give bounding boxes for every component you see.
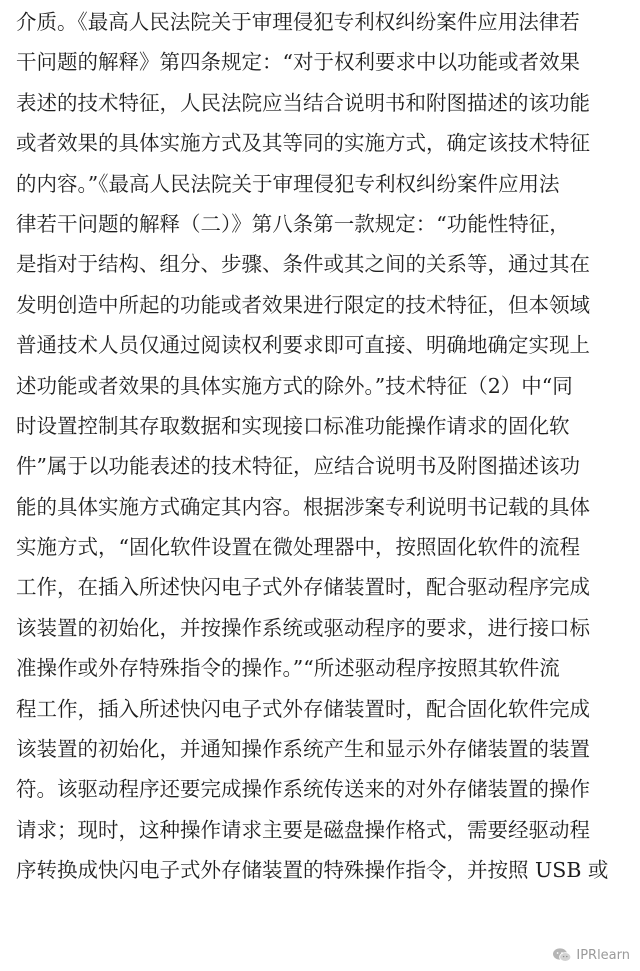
text-line: 件”属于以功能表述的技术特征，应结合说明书及附图描述该功	[16, 454, 580, 479]
text-line: 能的具体实施方式确定其内容。根据涉案专利说明书记载的具体	[16, 494, 590, 519]
text-line: 律若干问题的解释（二）》第八条第一款规定：“功能性特征，	[16, 211, 570, 236]
wechat-icon	[552, 947, 572, 963]
text-line: 该装置的初始化，并按操作系统或驱动程序的要求，进行接口标	[16, 615, 590, 640]
text-line: 述功能或者效果的具体实施方式的除外。”技术特征（2）中“同	[16, 373, 573, 398]
text-line: 准操作或外存特殊指令的操作。”“所述驱动程序按照其软件流	[16, 656, 560, 681]
watermark	[552, 947, 630, 963]
text-line: 发明创造中所起的功能或者效果进行限定的技术特征，但本领域	[16, 292, 590, 317]
text-line: 干问题的解释》第四条规定：“对于权利要求中以功能或者效果	[16, 50, 580, 75]
text-line: 序转换成快闪电子式外存储装置的特殊操作指令，并按照 USB 或	[16, 858, 609, 883]
text-line: 或者效果的具体实施方式及其等同的实施方式，确定该技术特征	[16, 131, 590, 156]
text-line: 是指对于结构、组分、步骤、条件或其之间的关系等，通过其在	[16, 252, 590, 277]
text-line: 介质。《最高人民法院关于审理侵犯专利权纠纷案件应用法律若	[16, 10, 580, 34]
watermark-text: IPRlearn	[576, 947, 630, 963]
text-line: 符。该驱动程序还要完成操作系统传送来的对外存储装置的操作	[16, 777, 590, 802]
text-line: 时设置控制其存取数据和实现接口标准功能操作请求的固化软	[16, 413, 570, 438]
text-line: 普通技术人员仅通过阅读权利要求即可直接、明确地确定实现上	[16, 333, 590, 358]
text-line: 表述的技术特征，人民法院应当结合说明书和附图描述的该功能	[16, 90, 590, 115]
body-text	[16, 2, 626, 891]
text-line: 请求；现时，这种操作请求主要是磁盘操作格式，需要经驱动程	[16, 817, 590, 842]
text-line: 实施方式，“固化软件设置在微处理器中，按照固化软件的流程	[16, 535, 580, 560]
text-line: 该装置的初始化，并通知操作系统产生和显示外存储装置的装置	[16, 737, 590, 762]
text-line: 程工作，插入所述快闪电子式外存储装置时，配合固化软件完成	[16, 696, 590, 721]
text-line: 工作，在插入所述快闪电子式外存储装置时，配合驱动程序完成	[16, 575, 590, 600]
text-line: 的内容。”《最高人民法院关于审理侵犯专利权纠纷案件应用法	[16, 171, 560, 196]
